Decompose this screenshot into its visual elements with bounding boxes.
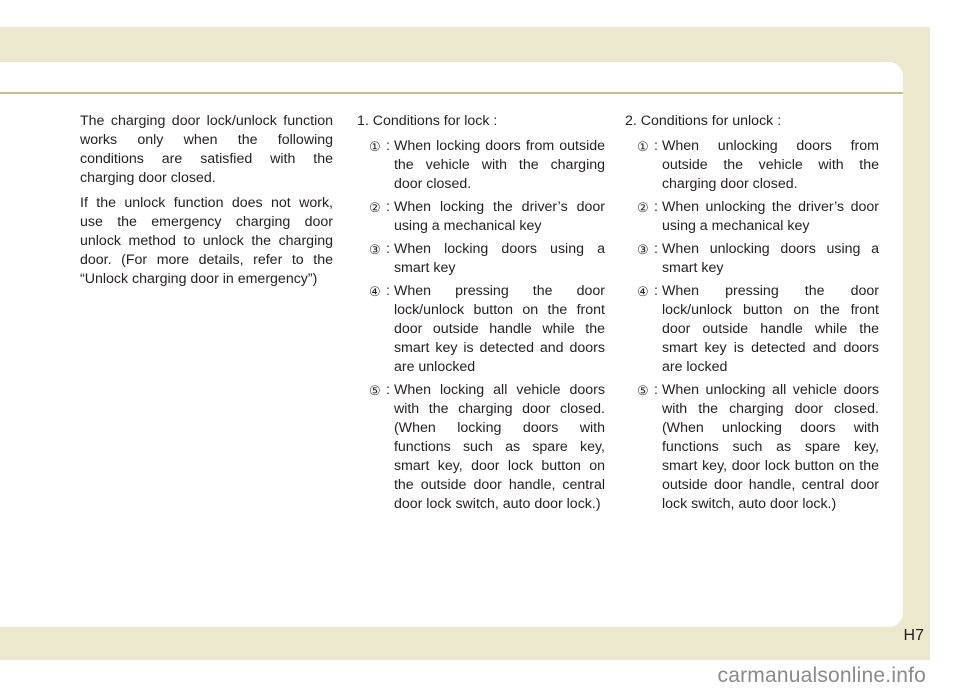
item-number: ② [637, 200, 649, 215]
item-text: When locking doors from outside the vehicle with the charging door closed. [393, 138, 605, 192]
list-item: ③ : When locking doors using a smart key [369, 241, 605, 276]
item-text: When unlocking the driver’s door using a mechanical key [661, 199, 879, 234]
header-rule [0, 92, 903, 94]
item-number: ④ [369, 284, 381, 299]
item-text: When pressing the door lock/unlock button on the front door outside handle while the smart key is detected and doors are unlocked [393, 283, 605, 375]
intro-paragraph: The charging door lock/unlock function works only when the following conditions are satisfied with the charging door closed. [80, 113, 333, 186]
unlock-conditions-title: 2. Conditions for unlock : [625, 113, 782, 129]
list-item: ④ : When pressing the door lock/unlock button on the front door outside handle while the smart key is detected and doors are locked [637, 283, 879, 375]
item-number: ⑤ [369, 383, 381, 398]
lock-conditions-title: 1. Conditions for lock : [357, 113, 498, 129]
item-text: When unlocking doors using a smart key [661, 241, 879, 276]
item-number: ① [637, 139, 649, 154]
list-item: ① : When locking doors from outside the vehicle with the charging door closed. [369, 138, 605, 192]
item-text: When locking the driver’s door using a mechanical key [393, 199, 605, 234]
item-number: ① [369, 139, 381, 154]
intro-paragraph: If the unlock function does not work, use the emergency charging door unlock method to unlock the charging door. (For more details, refer to the “Unlock charging door in emergency”) [80, 195, 333, 287]
item-number: ④ [637, 284, 649, 299]
list-item: ② : When locking the driver’s door using a mechanical key [369, 199, 605, 234]
watermark: carmanualsonline.info [717, 664, 926, 687]
list-item: ③ : When unlocking doors using a smart key [637, 241, 879, 276]
list-item: ④ : When pressing the door lock/unlock button on the front door outside handle while the smart key is detected and doors are unlocked [369, 283, 605, 375]
item-text: When pressing the door lock/unlock button on the front door outside handle while the smart key is detected and doors are locked [661, 283, 879, 375]
item-text: When locking doors using a smart key [393, 241, 605, 276]
page-number: H7 [903, 627, 924, 644]
lock-conditions-column [357, 112, 605, 518]
list-item: ② : When unlocking the driver’s door using a mechanical key [637, 199, 879, 234]
item-text: When locking all vehicle doors with the charging door closed. (When locking doors with functions such as spare key, smart key, door lock button on the outside door handle, central door lock switch, auto door lock.) [393, 382, 605, 512]
item-text: When unlocking all vehicle doors with the charging door closed. (When unlocking doors with functions such as spare key, smart key, door lock button on the outside door handle, central door lock switch, auto door lock.) [661, 382, 879, 512]
item-number: ⑤ [637, 383, 649, 398]
list-item: ① : When unlocking doors from outside the vehicle with the charging door closed. [637, 138, 879, 192]
item-number: ② [369, 200, 381, 215]
unlock-conditions-column [625, 112, 879, 518]
intro-column [80, 112, 333, 295]
item-text: When unlocking doors from outside the vehicle with the charging door closed. [661, 138, 879, 192]
item-number: ③ [369, 242, 381, 257]
list-item: ⑤ : When unlocking all vehicle doors with the charging door closed. (When unlocking doors with functions such as spare key, smart key, door lock button on the outside door handle, central door lock switch, auto door lock.) [637, 382, 879, 512]
list-item: ⑤ : When locking all vehicle doors with the charging door closed. (When locking doors with functions such as spare key, smart key, door lock button on the outside door handle, central door lock switch, auto door lock.) [369, 382, 605, 512]
item-number: ③ [637, 242, 649, 257]
